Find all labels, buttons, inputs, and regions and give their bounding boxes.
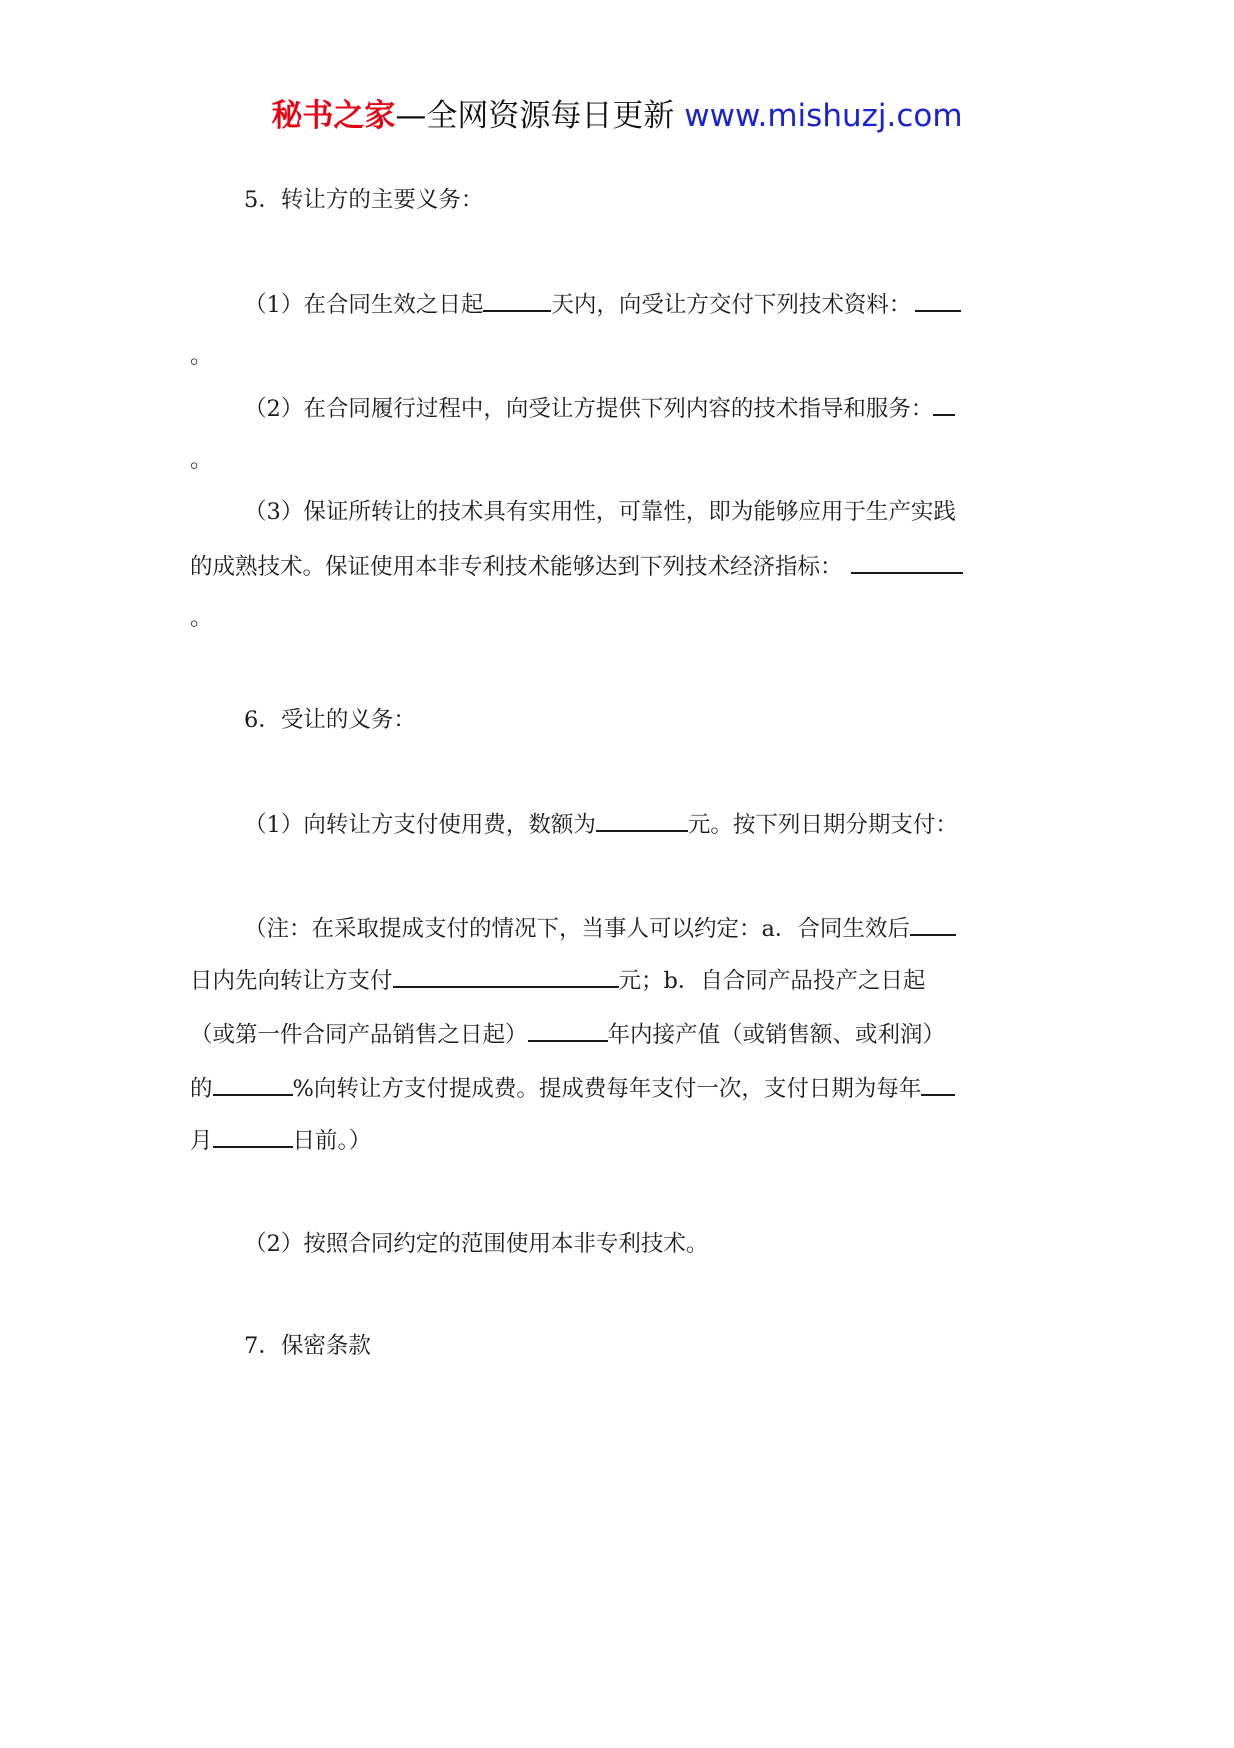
site-url[interactable]: www.mishuzj.com <box>684 98 963 134</box>
note-text: %向转让方支付提成费。提成费每年支付一次，支付日期为每年 <box>292 1076 922 1102</box>
fill-blank <box>910 912 956 936</box>
note-text: 日前。） <box>292 1128 372 1154</box>
item-text: 的成熟技术。保证使用本非专利技术能够达到下列技术经济指标： <box>190 554 843 580</box>
section-5-item-1-end: 。 <box>190 343 213 369</box>
note-line-3 <box>190 1018 1042 1051</box>
note-line-1 <box>244 912 1042 945</box>
section-5-item-2 <box>244 392 1042 425</box>
section-6-item-1 <box>244 808 1042 841</box>
note-line-5 <box>190 1124 1042 1157</box>
section-5-item-3-line-2 <box>190 550 1042 583</box>
fill-blank <box>851 550 963 574</box>
fill-blank <box>933 392 955 416</box>
fill-blank <box>528 1018 608 1042</box>
section-6-title: 6．受让的义务： <box>244 707 416 733</box>
note-text: 的 <box>190 1076 213 1102</box>
section-5-title: 5．转让方的主要义务： <box>244 187 484 213</box>
section-5-item-3-line-1: （3）保证所转让的技术具有实用性，可靠性，即为能够应用于生产实践 <box>244 499 956 525</box>
fill-blank <box>596 808 688 832</box>
item-text: （1）在合同生效之日起 <box>244 292 484 318</box>
note-text: 年内接产值（或销售额、或利润） <box>607 1022 946 1048</box>
section-5-item-3-end: 。 <box>190 605 213 631</box>
section-6-item-2: （2）按照合同约定的范围使用本非专利技术。 <box>244 1231 709 1257</box>
header-slogan: —全网资源每日更新 <box>395 98 675 134</box>
fill-blank <box>921 1072 955 1096</box>
fill-blank <box>915 288 961 312</box>
note-text: 日内先向转让方支付 <box>190 968 393 994</box>
note-text: 月 <box>190 1128 213 1154</box>
note-line-4 <box>190 1072 1042 1105</box>
brand-name: 秘书之家 <box>271 98 396 134</box>
item-text: （2）在合同履行过程中，向受让方提供下列内容的技术指导和服务： <box>244 396 934 422</box>
note-text: （注：在采取提成支付的情况下，当事人可以约定：a．合同生效后 <box>244 916 910 942</box>
fill-blank <box>393 964 619 988</box>
fill-blank <box>213 1072 293 1096</box>
note-text: 元；b．自合同产品投产之日起 <box>618 968 926 994</box>
note-line-2 <box>190 964 1042 997</box>
section-5-item-1 <box>244 288 1042 321</box>
item-text: （1）向转让方支付使用费，数额为 <box>244 812 596 838</box>
fill-blank <box>483 288 551 312</box>
note-text: （或第一件合同产品销售之日起） <box>190 1022 528 1048</box>
item-text: 天内，向受让方交付下列技术资料： <box>551 292 912 318</box>
item-text: 元。按下列日期分期支付： <box>687 812 958 838</box>
fill-blank <box>213 1124 293 1148</box>
section-5-item-2-end: 。 <box>190 447 213 473</box>
page-header <box>0 96 1234 136</box>
section-7-title: 7．保密条款 <box>244 1333 371 1359</box>
